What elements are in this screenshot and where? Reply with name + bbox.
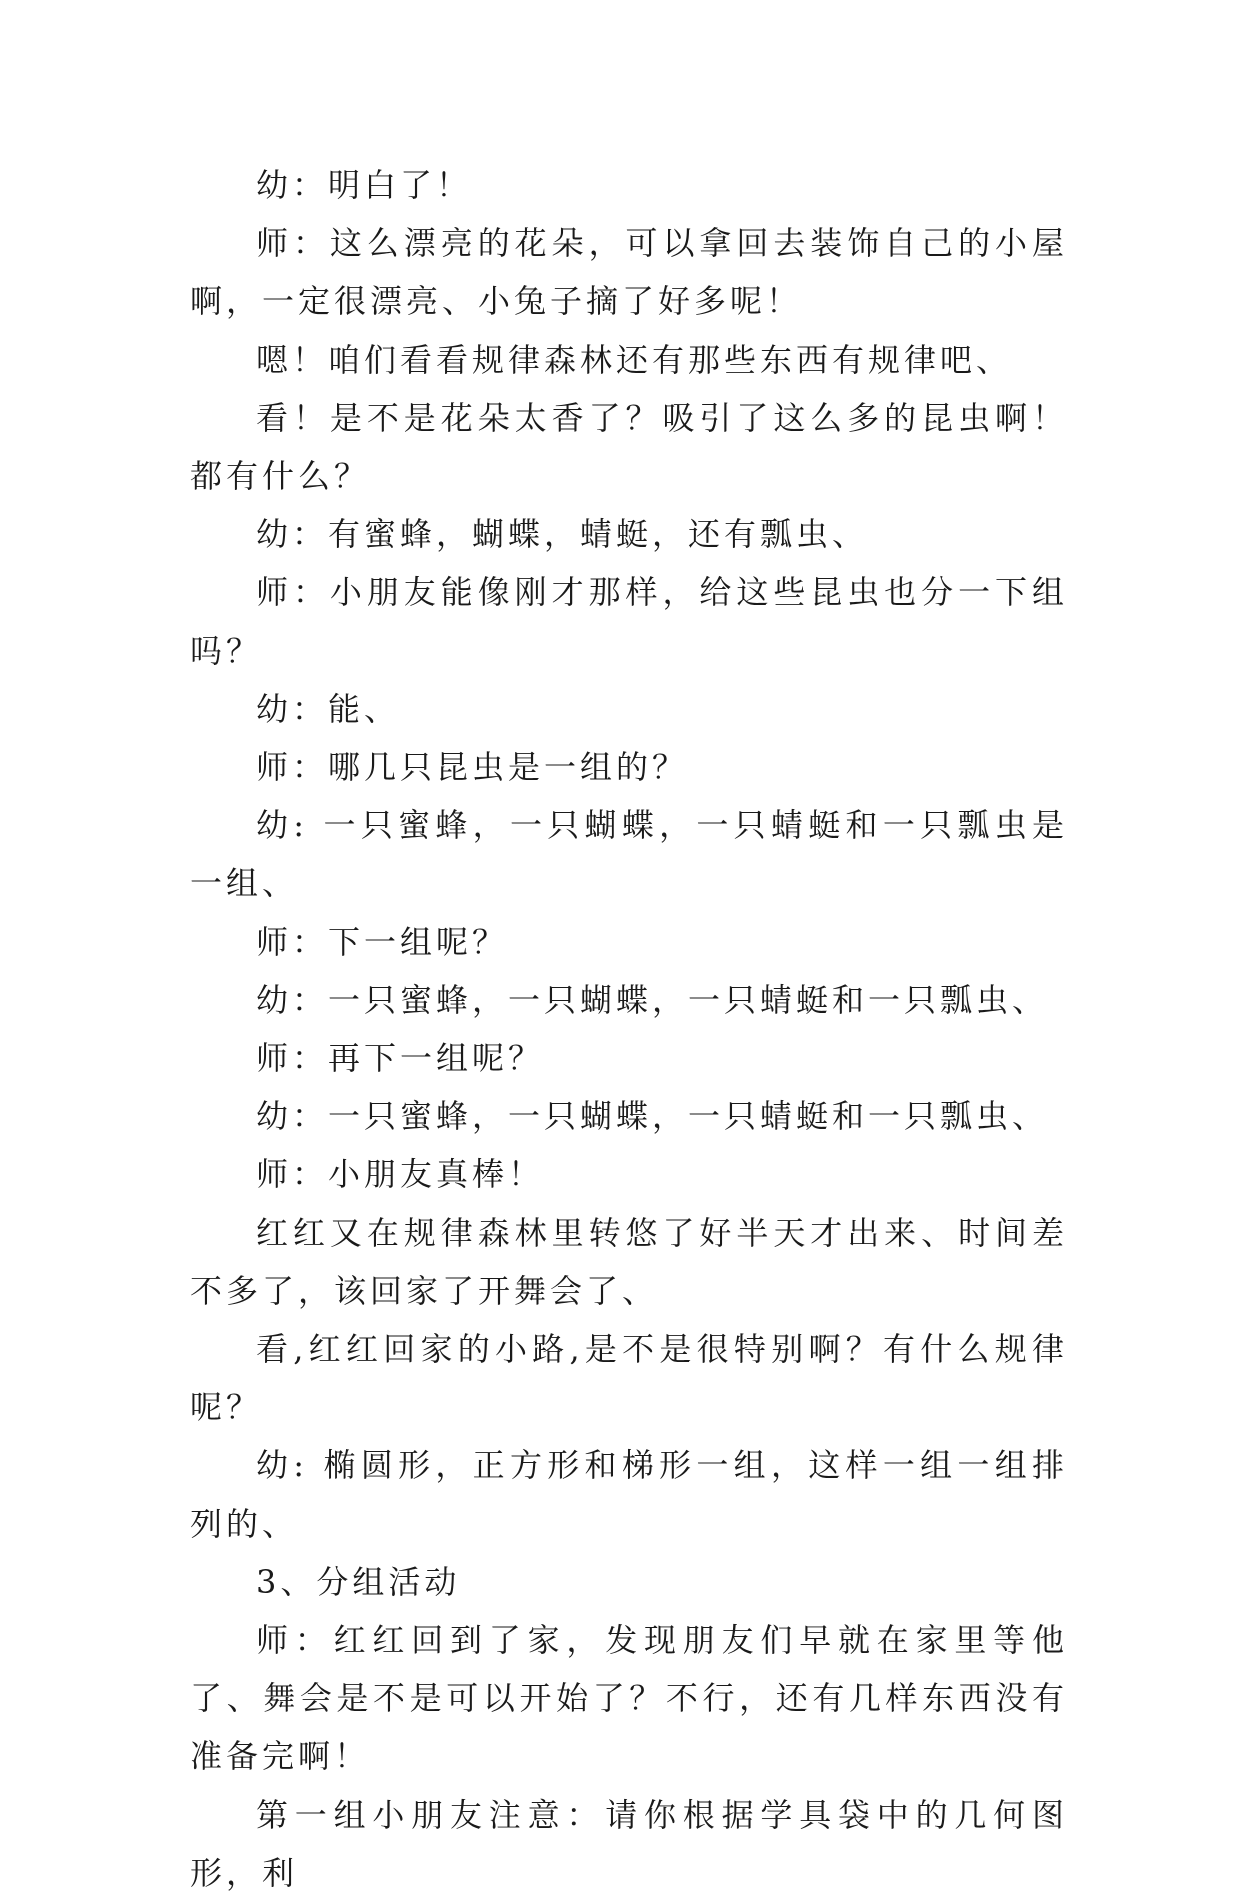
paragraph: 嗯！咱们看看规律森林还有那些东西有规律吧、: [256, 340, 1013, 379]
paragraph: 师：再下一组呢？: [256, 1039, 545, 1078]
paragraph: 幼：有蜜蜂，蝴蝶，蜻蜓，还有瓢虫、: [256, 515, 869, 554]
paragraph: 师：红红回到了家，发现朋友们早就在家里等他了、舞会是不是可以开始了？不行，还有几样东西没有准备完啊！: [190, 1621, 1068, 1776]
paragraph: 幼：一只蜜蜂，一只蝴蝶，一只蜻蜓和一只瓢虫、: [256, 980, 1049, 1019]
document-body: [190, 156, 1068, 1902]
paragraph: 师：哪几只昆虫是一组的？: [256, 748, 689, 787]
paragraph: 幼：一只蜜蜂，一只蝴蝶，一只蜻蜓和一只瓢虫、: [256, 1097, 1049, 1136]
paragraph: 师：这么漂亮的花朵，可以拿回去装饰自己的小屋啊，一定很漂亮、小兔子摘了好多呢！: [190, 224, 1068, 321]
paragraph: 3、分组活动: [256, 1562, 461, 1601]
paragraph: 师：下一组呢？: [256, 922, 509, 961]
paragraph: 师：小朋友能像刚才那样，给这些昆虫也分一下组吗？: [190, 573, 1068, 670]
paragraph: 幼: 一只蜜蜂，一只蝴蝶，一只蜻蜓和一只瓢虫是一组、: [190, 806, 1068, 903]
paragraph: 幼：明白了！: [256, 166, 473, 204]
paragraph: 幼：能、: [256, 689, 401, 728]
paragraph: 看！是不是花朵太香了？吸引了这么多的昆虫啊！都有什么？: [190, 398, 1068, 496]
paragraph: 师：小朋友真棒！: [256, 1155, 545, 1194]
paragraph: 看,红红回家的小路,是不是很特别啊？有什么规律呢？: [190, 1330, 1068, 1427]
paragraph: 第一组小朋友注意：请你根据学具袋中的几何图形，利: [190, 1795, 1068, 1892]
paragraph: 幼: 椭圆形，正方形和梯形一组，这样一组一组排列的、: [190, 1446, 1068, 1543]
paragraph: 红红又在规律森林里转悠了好半天才出来、时间差不多了，该回家了开舞会了、: [190, 1213, 1068, 1310]
